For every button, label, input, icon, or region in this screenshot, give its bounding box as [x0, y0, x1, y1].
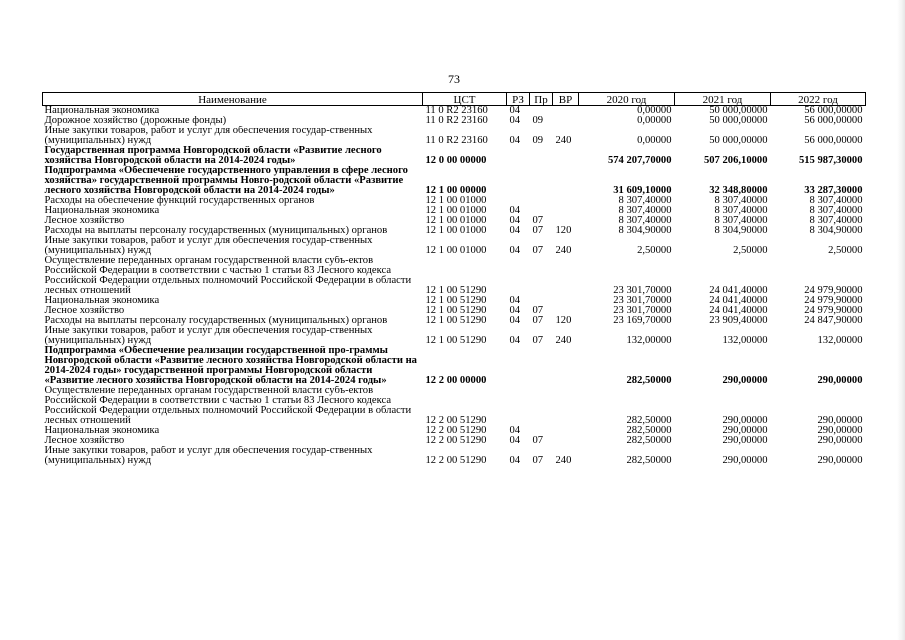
- row-vr: [553, 216, 579, 226]
- row-pr: 07: [532, 335, 544, 346]
- row-pr: 07: [532, 316, 544, 326]
- row-cst: 12 1 00 51290: [425, 316, 487, 326]
- page-edge-shadow: [897, 0, 905, 640]
- row-name: Подпрограмма «Обеспечение реализации государственной про-граммы Новгородской области «Развитие лесного хозяйства Новгородской области на 2014-2024 годы» государственной программы Новгородской области «Развитие лесного хозяйства Новгородской области на 2014-2024 годы»: [44, 346, 417, 386]
- table-row: [43, 426, 866, 436]
- row-2020: 282,50000: [626, 415, 672, 426]
- table-row: [43, 126, 866, 146]
- row-2022: 290,00000: [817, 426, 863, 436]
- row-rz: 04: [509, 216, 521, 226]
- table-body: [43, 106, 866, 467]
- budget-table: [42, 92, 866, 466]
- row-name: Осуществление переданных органам государственной власти субъ-ектов Российской Федерации в соответствии с частью 1 статьи 83 Лесного кодекса Российской Федерации отдельных полномочий Российской Федерации в области лесных отношений: [44, 386, 412, 426]
- row-rz: 04: [509, 296, 521, 306]
- row-2021: 8 304,90000: [714, 226, 768, 236]
- row-2021: 290,00000: [722, 426, 768, 436]
- row-2022: 290,00000: [817, 436, 863, 446]
- row-pr: 07: [532, 216, 544, 226]
- row-2020: 8 307,40000: [618, 216, 672, 226]
- table-row: [43, 146, 866, 166]
- row-vr: [553, 426, 579, 436]
- row-cst: 12 2 00 51290: [425, 436, 487, 446]
- table-row: [43, 106, 866, 117]
- row-cst: 12 1 00 01000: [425, 245, 487, 256]
- table-row: [43, 326, 866, 346]
- table-row: [43, 306, 866, 316]
- row-2022: 290,00000: [817, 375, 863, 386]
- row-2021: 23 909,40000: [709, 316, 768, 326]
- row-pr: 07: [532, 436, 544, 446]
- header-pr: Пр: [530, 93, 553, 106]
- row-2020: 0,00000: [637, 135, 672, 146]
- row-cst: 12 1 00 51290: [425, 285, 487, 296]
- row-2022: 2,50000: [828, 245, 863, 256]
- row-2021: 2,50000: [733, 245, 768, 256]
- row-2020: 8 304,90000: [618, 226, 672, 236]
- row-vr: [553, 116, 579, 126]
- row-rz: 04: [509, 335, 521, 346]
- row-name: Национальная экономика: [44, 296, 160, 306]
- row-rz: 04: [509, 436, 521, 446]
- row-vr: 120: [555, 226, 572, 236]
- table-row: [43, 256, 866, 296]
- row-2020: 23 301,70000: [613, 306, 672, 316]
- row-vr: [553, 166, 579, 196]
- row-2022: 515 987,30000: [798, 155, 863, 166]
- table-row: [43, 196, 866, 206]
- row-cst: 12 1 00 01000: [425, 216, 487, 226]
- row-2022: 8 304,90000: [809, 226, 863, 236]
- row-pr: [530, 146, 553, 166]
- table-row: [43, 316, 866, 326]
- row-pr: 09: [532, 116, 544, 126]
- row-name: Иные закупки товаров, работ и услуг для обеспечения государ-ственных (муниципальных) нужд: [44, 126, 373, 146]
- row-vr: [553, 306, 579, 316]
- row-2020: 31 609,10000: [613, 185, 672, 196]
- row-pr: 07: [532, 245, 544, 256]
- row-2022: 56 000,00000: [804, 105, 863, 116]
- row-2022: 56 000,00000: [804, 116, 863, 126]
- row-2020: 0,00000: [637, 116, 672, 126]
- row-2022: 24 979,90000: [804, 306, 863, 316]
- row-rz: 04: [509, 316, 521, 326]
- row-cst: 12 1 00 51290: [425, 306, 487, 316]
- table-row: [43, 226, 866, 236]
- header-2020: 2020 год: [579, 93, 675, 106]
- row-name: Иные закупки товаров, работ и услуг для обеспечения государ-ственных (муниципальных) нужд: [44, 446, 373, 466]
- row-2021: 290,00000: [722, 375, 768, 386]
- row-2020: 23 169,70000: [613, 316, 672, 326]
- row-cst: 12 0 00 00000: [425, 155, 487, 166]
- row-rz: 04: [509, 105, 521, 116]
- row-name: Расходы на выплаты персоналу государственных (муниципальных) органов: [44, 316, 388, 326]
- row-pr: [530, 426, 553, 436]
- row-name: Иные закупки товаров, работ и услуг для обеспечения государ-ственных (муниципальных) нужд: [44, 326, 373, 346]
- header-cst: ЦСТ: [423, 93, 507, 106]
- row-cst: 11 0 R2 23160: [425, 135, 488, 146]
- row-2020: 282,50000: [626, 426, 672, 436]
- header-2022: 2022 год: [771, 93, 866, 106]
- table-row: [43, 236, 866, 256]
- table-row: [43, 206, 866, 216]
- row-vr: [553, 196, 579, 206]
- row-2020: 282,50000: [626, 455, 672, 466]
- row-2022: 132,00000: [817, 335, 863, 346]
- row-2021: 507 206,10000: [703, 155, 768, 166]
- row-name: Национальная экономика: [44, 206, 160, 216]
- row-2020: 132,00000: [626, 335, 672, 346]
- row-vr: 240: [555, 335, 572, 346]
- table-row: [43, 216, 866, 226]
- row-cst: 12 1 00 01000: [425, 206, 487, 216]
- row-name: Осуществление переданных органам государственной власти субъ-ектов Российской Федерации в соответствии с частью 1 статьи 83 Лесного кодекса Российской Федерации отдельных полномочий Российской Федерации в области лесных отношений: [44, 256, 412, 296]
- row-rz: [507, 346, 530, 386]
- row-2020: 8 307,40000: [618, 206, 672, 216]
- row-cst: 12 1 00 51290: [425, 296, 487, 306]
- row-2020: 282,50000: [626, 436, 672, 446]
- header-rz: РЗ: [507, 93, 530, 106]
- row-2022: 8 307,40000: [809, 216, 863, 226]
- row-vr: [553, 386, 579, 426]
- row-name: Подпрограмма «Обеспечение государственного управления в сфере лесного хозяйства» государственной программы Новго-родской области «Развитие лесного хозяйства Новгородской области на 2014-2024 годы»: [44, 166, 408, 196]
- row-rz: 04: [509, 455, 521, 466]
- row-rz: [507, 196, 530, 206]
- row-cst: 11 0 R2 23160: [425, 105, 488, 116]
- row-name: Лесное хозяйство: [44, 436, 125, 446]
- row-2021: 290,00000: [722, 436, 768, 446]
- row-pr: 07: [532, 226, 544, 236]
- row-2020: 23 301,70000: [613, 296, 672, 306]
- row-cst: 12 2 00 51290: [425, 415, 487, 426]
- table-row: [43, 436, 866, 446]
- row-rz: [507, 256, 530, 296]
- row-name: Дорожное хозяйство (дорожные фонды): [44, 116, 227, 126]
- row-2021: 24 041,40000: [709, 296, 768, 306]
- row-vr: 240: [555, 135, 572, 146]
- header-name: Наименование: [43, 93, 423, 106]
- header-2021: 2021 год: [675, 93, 771, 106]
- row-vr: [553, 436, 579, 446]
- table-row: [43, 386, 866, 426]
- row-pr: [530, 386, 553, 426]
- row-vr: 120: [555, 316, 572, 326]
- row-cst: 12 2 00 00000: [425, 375, 487, 386]
- table-row: [43, 116, 866, 126]
- row-cst: 12 1 00 00000: [425, 185, 487, 196]
- row-rz: 04: [509, 426, 521, 436]
- row-2021: 50 000,00000: [709, 116, 768, 126]
- row-vr: [553, 206, 579, 216]
- row-2021: 50 000,00000: [709, 105, 768, 116]
- row-2022: 290,00000: [817, 455, 863, 466]
- row-pr: [530, 106, 553, 117]
- row-name: Государственная программа Новгородской области «Развитие лесного хозяйства Новгородской области на 2014-2024 годы»: [44, 146, 382, 166]
- row-name: Лесное хозяйство: [44, 216, 125, 226]
- row-rz: 04: [509, 206, 521, 216]
- row-pr: 07: [532, 306, 544, 316]
- header-vr: ВР: [553, 93, 579, 106]
- row-cst: 12 2 00 51290: [425, 455, 487, 466]
- row-name: Национальная экономика: [44, 426, 160, 436]
- row-rz: [507, 386, 530, 426]
- row-2021: 8 307,40000: [714, 216, 768, 226]
- row-vr: [553, 256, 579, 296]
- row-name: Иные закупки товаров, работ и услуг для обеспечения государ-ственных (муниципальных) нужд: [44, 236, 373, 256]
- row-pr: [530, 296, 553, 306]
- row-2020: 0,00000: [637, 105, 672, 116]
- row-2021: 24 041,40000: [709, 306, 768, 316]
- row-2022: 33 287,30000: [804, 185, 863, 196]
- row-cst: 12 1 00 51290: [425, 335, 487, 346]
- row-vr: [553, 346, 579, 386]
- row-2022: 24 847,90000: [804, 316, 863, 326]
- row-rz: [507, 166, 530, 196]
- row-rz: 04: [509, 306, 521, 316]
- row-2022: 8 307,40000: [809, 206, 863, 216]
- table-row: [43, 166, 866, 196]
- row-2021: 8 307,40000: [714, 206, 768, 216]
- row-vr: [553, 296, 579, 306]
- row-cst: 12 1 00 01000: [425, 226, 487, 236]
- row-2022: 8 307,40000: [809, 196, 863, 206]
- table-header-row: [43, 93, 866, 106]
- page-number: 73: [448, 72, 460, 86]
- row-pr: [530, 166, 553, 196]
- row-2021: 24 041,40000: [709, 285, 768, 296]
- row-rz: 04: [509, 135, 521, 146]
- row-rz: [507, 146, 530, 166]
- row-pr: [530, 196, 553, 206]
- row-name: Расходы на выплаты персоналу государственных (муниципальных) органов: [44, 226, 388, 236]
- row-2020: 2,50000: [637, 245, 672, 256]
- row-rz: 04: [509, 116, 521, 126]
- row-rz: 04: [509, 245, 521, 256]
- table-row: [43, 296, 866, 306]
- row-2020: 574 207,70000: [607, 155, 672, 166]
- row-pr: [530, 206, 553, 216]
- row-2021: 290,00000: [722, 455, 768, 466]
- row-pr: 09: [532, 135, 544, 146]
- row-cst: 12 1 00 01000: [425, 196, 487, 206]
- row-vr: 240: [555, 245, 572, 256]
- row-2021: 8 307,40000: [714, 196, 768, 206]
- table-row: [43, 346, 866, 386]
- row-2022: 56 000,00000: [804, 135, 863, 146]
- row-cst: 12 2 00 51290: [425, 426, 487, 436]
- row-vr: 240: [555, 455, 572, 466]
- row-name: Расходы на обеспечение функций государственных органов: [44, 196, 315, 206]
- row-vr: [553, 146, 579, 166]
- row-2021: 290,00000: [722, 415, 768, 426]
- row-2021: 50 000,00000: [709, 135, 768, 146]
- row-2022: 24 979,90000: [804, 296, 863, 306]
- row-2022: 290,00000: [817, 415, 863, 426]
- row-2020: 8 307,40000: [618, 196, 672, 206]
- row-2022: 24 979,90000: [804, 285, 863, 296]
- row-2021: 32 348,80000: [709, 185, 768, 196]
- row-2020: 23 301,70000: [613, 285, 672, 296]
- row-pr: [530, 256, 553, 296]
- table-row: [43, 446, 866, 466]
- row-cst: 11 0 R2 23160: [425, 116, 488, 126]
- row-2021: 132,00000: [722, 335, 768, 346]
- row-name: Лесное хозяйство: [44, 306, 125, 316]
- row-pr: 07: [532, 455, 544, 466]
- row-pr: [530, 346, 553, 386]
- row-vr: [553, 106, 579, 117]
- row-rz: 04: [509, 226, 521, 236]
- row-2020: 282,50000: [626, 375, 672, 386]
- row-name: Национальная экономика: [44, 105, 160, 116]
